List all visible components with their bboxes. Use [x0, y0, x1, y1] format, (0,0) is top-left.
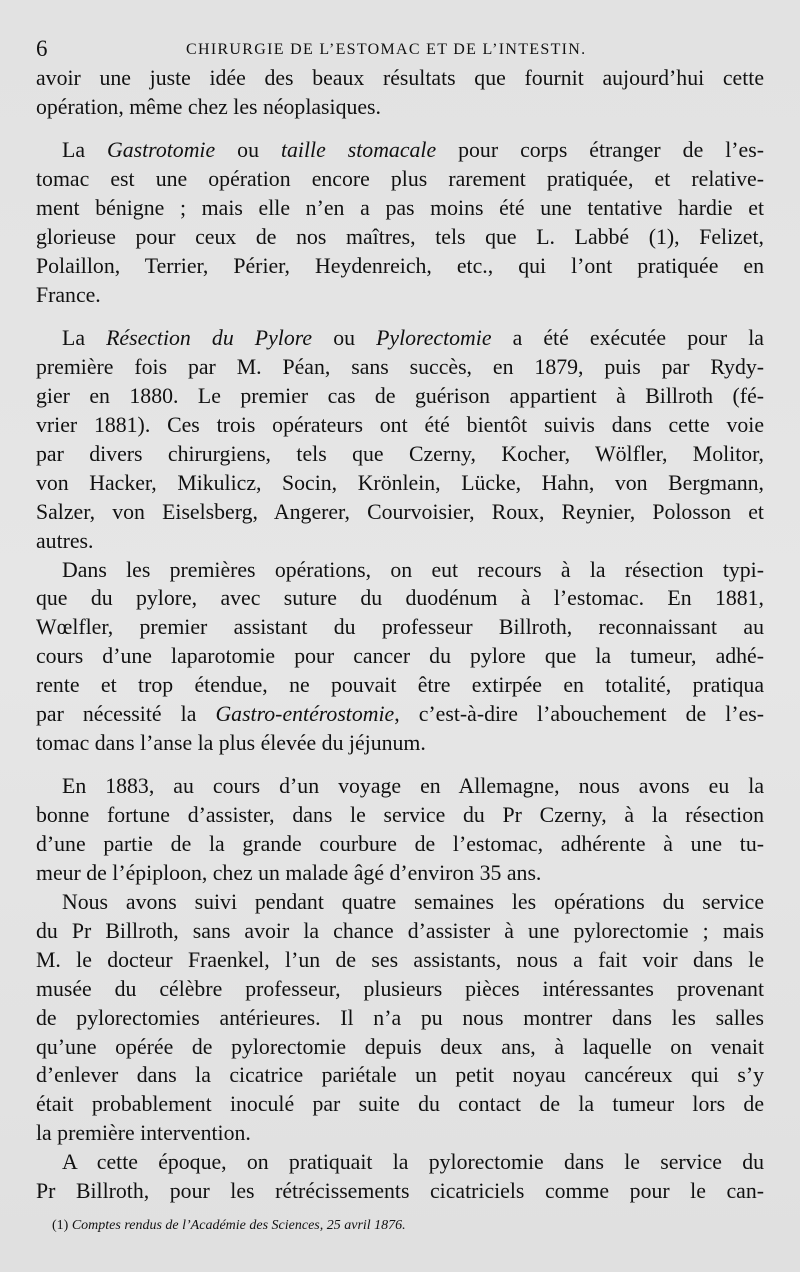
- text-line: ment bénigne ; mais elle n’en a pas moins été une tentative hardie et: [36, 196, 764, 221]
- text-line: tomac est une opération encore plus rarement pratiquée, et relative-: [36, 167, 764, 192]
- footnote-text: Comptes rendus de l’Académie des Sciences, 25 avril 1876.: [71, 1218, 406, 1233]
- page-number: 6: [36, 36, 48, 61]
- text-line: musée du célèbre professeur, plusieurs pièces intéressantes provenant: [36, 976, 764, 1001]
- paragraph-service-billroth: [36, 888, 764, 1148]
- emphasis-term: Gastrotomie: [106, 138, 216, 163]
- text-line: La Gastrotomie ou taille stomacale pour corps étranger de l’es-: [62, 138, 764, 163]
- text-line: En 1883, au cours d’un voyage en Allemagne, nous avons eu la: [62, 774, 764, 799]
- text-line: rente et trop étendue, ne pouvait être extirpée en totalité, pratiqua: [36, 673, 764, 698]
- text-line: Pr Billroth, pour les rétrécissements cicatriciels comme pour le can-: [36, 1179, 764, 1204]
- footnote-marker: (1): [52, 1218, 69, 1233]
- text-line: glorieuse pour ceux de nos maîtres, tels que L. Labbé (1), Felizet,: [36, 225, 764, 250]
- text-line: de pylorectomies antérieures. Il n’a pu nous montrer dans les salles: [36, 1005, 764, 1030]
- text-line: opération, même chez les néoplasiques.: [36, 94, 381, 119]
- text-line: par nécessité la Gastro-entérostomie, c’est-à-dire l’abouchement de l’es-: [36, 702, 764, 727]
- running-title: CHIRURGIE DE L’ESTOMAC ET DE L’INTESTIN.: [186, 41, 587, 58]
- text-line: tomac dans l’anse la plus élevée du jéjunum.: [36, 730, 426, 755]
- emphasis-term: Pylorectomie: [376, 326, 492, 351]
- text-line: A cette époque, on pratiquait la pylorectomie dans le service du: [62, 1150, 764, 1175]
- paragraph-cette-epoque: [36, 1148, 764, 1206]
- text-line: bonne fortune d’assister, dans le service du Pr Czerny, à la résection: [36, 803, 764, 828]
- text-line: Nous avons suivi pendant quatre semaines les opérations du service: [62, 889, 764, 914]
- text-line: d’une partie de la grande courbure de l’estomac, adhérente à une tu-: [36, 832, 764, 857]
- emphasis-term: Résection du Pylore: [106, 326, 313, 351]
- text-line: von Hacker, Mikulicz, Socin, Krönlein, Lücke, Hahn, von Bergmann,: [36, 470, 764, 495]
- text-line: avoir une juste idée des beaux résultats que fournit aujourd’hui cette: [36, 66, 764, 90]
- text-line: Salzer, von Eiselsberg, Angerer, Courvoisier, Roux, Reynier, Polosson et: [36, 499, 764, 524]
- text-line: France.: [36, 282, 101, 307]
- text-line: autres.: [36, 528, 94, 553]
- paragraph-pylorectomie: [36, 324, 764, 555]
- text-line: d’enlever dans la cicatrice pariétale un petit noyau cancéreux qui s’y: [36, 1063, 764, 1088]
- text-line: par divers chirurgiens, tels que Czerny, Kocher, Wölfler, Molitor,: [36, 441, 764, 466]
- paragraph-continuation: [36, 64, 764, 122]
- text-line: M. le docteur Fraenkel, l’un de ses assistants, nous a fait voir dans le: [36, 947, 764, 972]
- text-line: La Résection du Pylore ou Pylorectomie a été exécutée pour la: [62, 326, 764, 351]
- text-line: vrier 1881). Ces trois opérateurs ont été bientôt suivis dans cette voie: [36, 412, 764, 437]
- text-line: était probablement inoculé par suite du contact de la tumeur lors de: [36, 1092, 764, 1117]
- text-line: meur de l’épiploon, chez un malade âgé d’environ 35 ans.: [36, 861, 542, 886]
- text-line: cours d’une laparotomie pour cancer du pylore que la tumeur, adhé-: [36, 644, 764, 669]
- emphasis-term: taille stomacale: [280, 138, 437, 163]
- paragraph-premieres-operations: [36, 556, 764, 758]
- text-line: Polaillon, Terrier, Périer, Heydenreich, etc., qui l’ont pratiquée en: [36, 253, 764, 278]
- paragraph-gastrotomie: [36, 136, 764, 309]
- body-text: [36, 64, 764, 1206]
- text-line: première fois par M. Péan, sans succès, en 1879, puis par Rydy-: [36, 355, 764, 380]
- page-header: [36, 34, 764, 64]
- text-line: Wœlfler, premier assistant du professeur Billroth, reconnaissant au: [36, 615, 764, 640]
- text-line: qu’une opérée de pylorectomie depuis deux ans, à laquelle on venait: [36, 1034, 764, 1059]
- text-line: gier en 1880. Le premier cas de guérison appartient à Billroth (fé-: [36, 384, 764, 409]
- emphasis-term: Gastro-entérostomie: [215, 702, 395, 727]
- text-line: la première intervention.: [36, 1121, 251, 1146]
- paragraph-voyage-1883: [36, 772, 764, 888]
- text-line: que du pylore, avec suture du duodénum à l’estomac. En 1881,: [36, 586, 764, 611]
- footnote: [52, 1216, 406, 1236]
- text-line: du Pr Billroth, sans avoir la chance d’assister à une pylorectomie ; mais: [36, 918, 764, 943]
- text-line: Dans les premières opérations, on eut recours à la résection typi-: [62, 557, 764, 582]
